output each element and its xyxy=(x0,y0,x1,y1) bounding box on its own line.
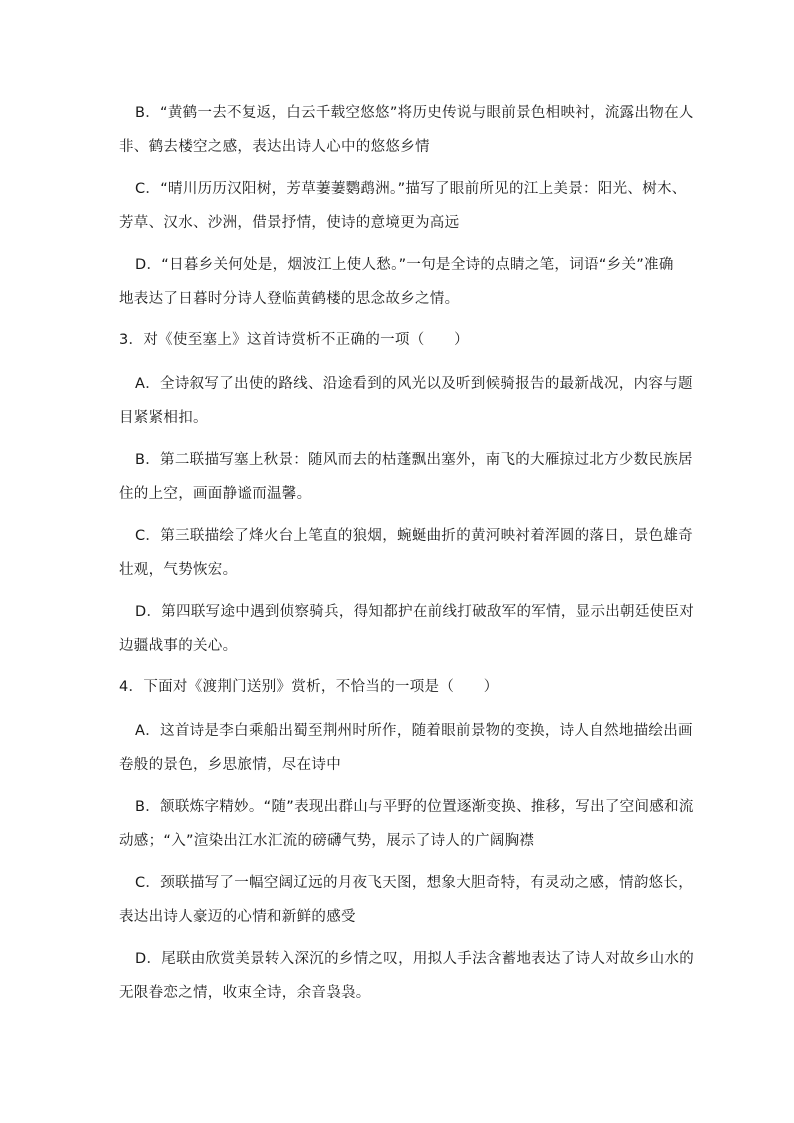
q3-option-c-line-2: 壮观，气势恢宏。 xyxy=(119,562,238,578)
q2-option-d xyxy=(119,248,679,316)
q2-option-c-line-2: 芳草、汉水、沙洲，借景抒情，使诗的意境更为高远 xyxy=(119,215,460,231)
q3-option-d xyxy=(119,595,695,663)
q2-option-d-line-1: D．“日暮乡关何处是，烟波江上使人愁。”一句是全诗的点睛之笔，词语“乡关”准确 xyxy=(135,257,674,273)
q4-stem-text: 4．下面对《渡荆门送别》赏析，不恰当的一项是（ ） xyxy=(119,679,499,695)
q4-option-d-line-2: 无限眷恋之情，收束全诗，余音袅袅。 xyxy=(119,985,371,1001)
q3-option-d-line-1: D．第四联写途中遇到侦察骑兵，得知都护在前线打破敌军的军情，显示出朝廷使臣对 xyxy=(135,604,695,620)
q4-option-a-line-2: 卷般的景色，乡思旅情，尽在诗中 xyxy=(119,757,341,773)
q4-option-d xyxy=(119,942,695,1010)
q3-option-d-line-2: 边疆战事的关心。 xyxy=(119,638,238,654)
q4-option-b-line-2: 动感；“入”渲染出江水汇流的磅礴气势，展示了诗人的广阔胸襟 xyxy=(119,833,535,849)
q4-option-b xyxy=(119,790,694,858)
q2-option-b-line-1: B．“黄鹤一去不复返，白云千载空悠悠”将历史传说与眼前景色相映衬，流露出物在人 xyxy=(135,105,694,121)
q3-option-a-line-2: 目紧紧相扣。 xyxy=(119,410,208,426)
q4-option-c-line-1: C．颈联描写了一幅空阔辽远的月夜飞天图，想象大胆奇特，有灵动之感，情韵悠长， xyxy=(135,875,694,891)
q4-option-d-line-1: D．尾联由欣赏美景转入深沉的乡情之叹，用拟人手法含蓄地表达了诗人对故乡山水的 xyxy=(135,951,695,967)
q4-option-c-line-2: 表达出诗人豪迈的心情和新鲜的感受 xyxy=(119,909,356,925)
q3-stem-text: 3．对《使至塞上》这首诗赏析不正确的一项（ ） xyxy=(119,332,469,348)
q2-option-c-line-1: C．“晴川历历汉阳树，芳草萋萋鹦鹉洲。”描写了眼前所见的江上美景：阳光、树木、 xyxy=(135,181,687,197)
q3-option-b-line-1: B．第二联描写塞上秋景：随风而去的枯蓬飘出塞外，南飞的大雁掠过北方少数民族居 xyxy=(135,452,693,468)
q2-option-b-line-2: 非、鹤去楼空之感，表达出诗人心中的悠悠乡情 xyxy=(119,139,430,155)
q2-option-d-line-2: 地表达了日暮时分诗人登临黄鹤楼的思念故乡之情。 xyxy=(119,291,460,307)
q4-option-b-line-1: B．颔联炼字精妙。“随”表现出群山与平野的位置逐渐变换、推移，写出了空间感和流 xyxy=(135,799,694,815)
q4-option-a-line-1: A．这首诗是李白乘船出蜀至荆州时所作，随着眼前景物的变换，诗人自然地描绘出画 xyxy=(135,723,693,739)
q3-option-c-line-1: C．第三联描绘了烽火台上笔直的狼烟，蜿蜒曲折的黄河映衬着浑圆的落日，景色雄奇 xyxy=(135,528,694,544)
q4-option-a xyxy=(119,714,693,782)
q2-option-c xyxy=(119,172,687,240)
q3-option-b-line-2: 住的上空，画面静谧而温馨。 xyxy=(119,486,312,502)
q3-option-c xyxy=(119,519,694,587)
q4-stem xyxy=(119,670,679,704)
q2-option-b xyxy=(119,96,694,164)
q3-option-a-line-1: A．全诗叙写了出使的路线、沿途看到的风光以及听到候骑报告的最新战况，内容与题 xyxy=(135,376,693,392)
q3-option-a xyxy=(119,367,693,435)
q4-option-c xyxy=(119,866,694,934)
q3-option-b xyxy=(119,443,693,511)
q3-stem xyxy=(119,323,679,357)
